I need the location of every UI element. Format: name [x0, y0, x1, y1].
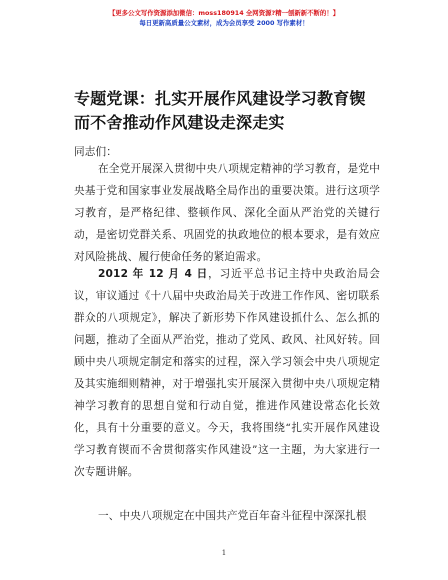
paragraph-1: 在全党开展深入贯彻中央八项规定精神的学习教育，是党中央基于党和国家事业发展战略全局作出的重要决策。进行这项学习教育，是严格纪律、整顿作风、深化全面从严治党的关键行动，是密切党群关系、巩固党的执政地位的根本要求，是有效应对风险挑战、履行使命任务的紧迫需求。	[74, 163, 380, 263]
page-number: 1	[221, 549, 227, 557]
meeting-date: 2012 年 12 月 4 日	[98, 268, 209, 280]
section-heading-1: 一、中央八项规定在中国共产党百年奋斗征程中深深扎根	[98, 510, 367, 522]
paragraph-2	[74, 263, 380, 483]
promo-banner	[0, 8, 448, 28]
promo-banner-line-1: 【更多公文写作资源添加微信：moss180914 全网资源?精一刨新新不断的！】	[108, 9, 340, 17]
salutation: 同志们：	[74, 146, 117, 158]
document-title: 专题党课：扎实开展作风建设学习教育锲而不舍推动作风建设走深走实	[74, 89, 366, 132]
paragraph-2-text: ，习近平总书记主持中央政治局会议，审议通过《十八届中央政治局关于改进工作作风、密切联系群众的八项规定》，解决了新形势下作风建设抓什么、怎么抓的问题，推动了全面从严治党，推动了党风、政风、社风好转。回顾中央八项规定制定和落实的过程，深入学习领会中央八项规定及其实施细则精神，对于增强扎实开展深入贯彻中央八项规定精神学习教育的思想自觉和行动自觉，推进作风建设常态化长效化，具有十分重要的意义。今天，我将围绕“扎实开展作风建设学习教育锲而不舍贯彻落实作风建设”这一主题，为大家进行一次专题讲解。	[74, 268, 380, 478]
promo-banner-line-2: 每日更新高质量公文素材，成为会员享受 2000 写作素材！	[139, 19, 309, 27]
